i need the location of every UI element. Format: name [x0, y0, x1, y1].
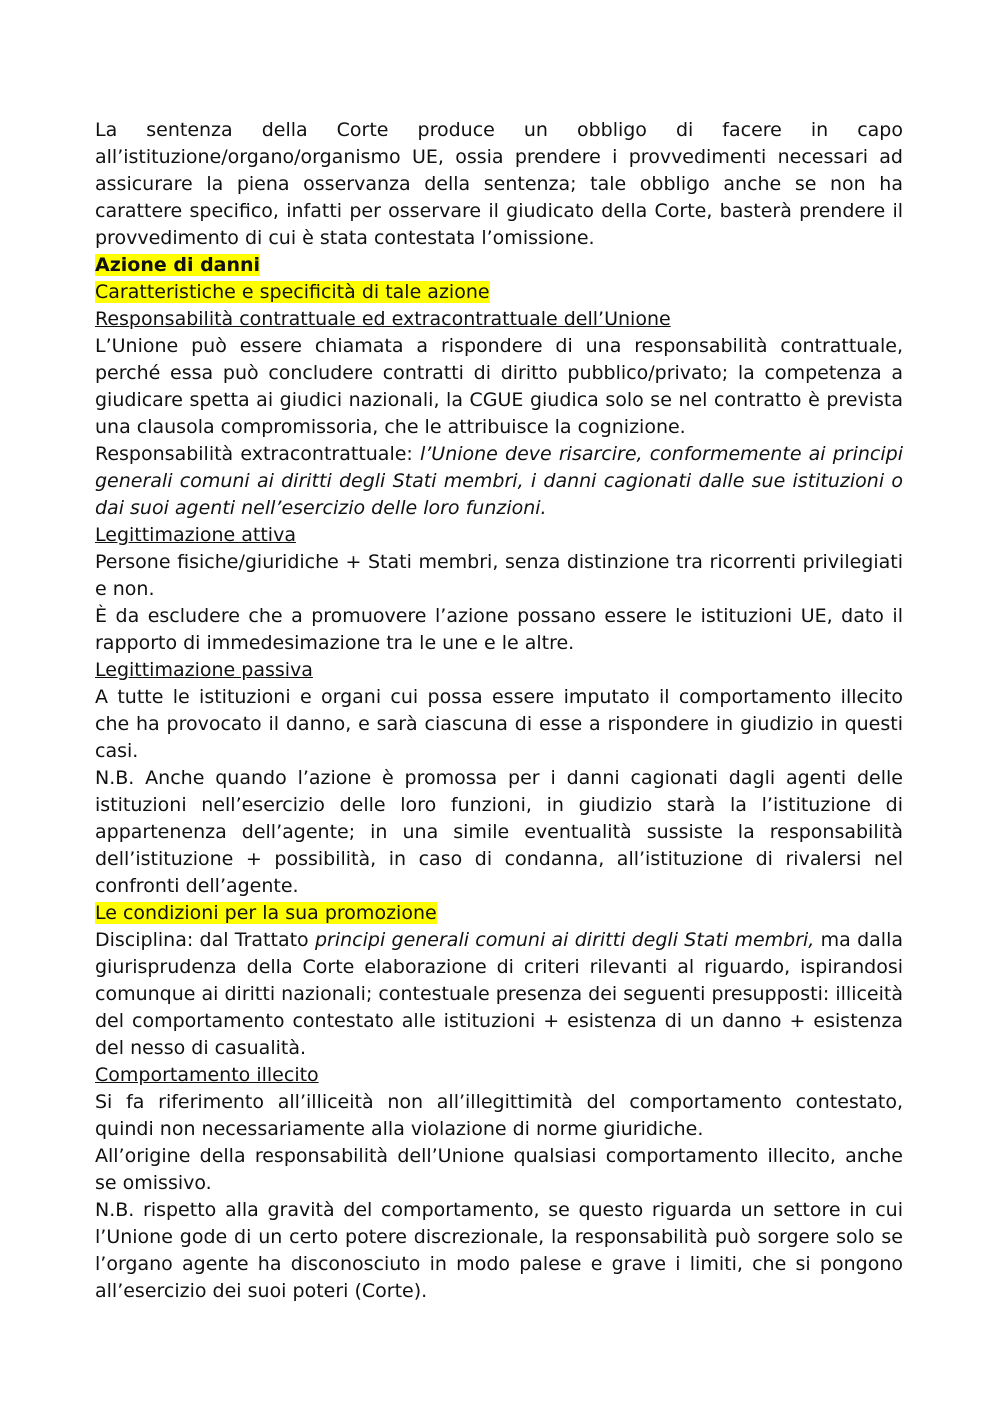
paragraph-obbligo-facere: La sentenza della Corte produce un obbligo di facere in capo all’istituzione/organo/organismo UE, ossia prendere i provvedimenti necessari ad assicurare la piena osservanza della sentenza; tale obbligo anche se non ha carattere specifico, infatti per osservare il giudicato della Corte, basterà prendere il provvedimento di cui è stata contestata l’omissione.	[95, 119, 903, 249]
document-page	[95, 117, 903, 1305]
paragraph-illiceita: Si fa riferimento all’illiceità non all’illegittimità del comportamento contestato, quindi non necessariamente alla violazione di norme giuridiche.	[95, 1091, 903, 1140]
extracontrattuale-lead: Responsabilità extracontrattuale:	[95, 443, 420, 465]
heading-condizioni	[95, 900, 903, 927]
paragraph-persone-fisiche: Persone fisiche/giuridiche + Stati membri, senza distinzione tra ricorrenti privilegiati e non.	[95, 551, 903, 600]
disciplina-rest: ma dalla giurisprudenza della Corte elaborazione di criteri rilevanti al riguardo, ispirandosi comunque ai diritti nazionali; contestuale presenza dei seguenti presupposti: illiceità del comportamento contestato alle istituzioni + esistenza di un danno + esistenza del nesso di casualità.	[95, 929, 903, 1059]
paragraph-disciplina	[95, 927, 903, 1062]
subheading-legittimazione-attiva	[95, 522, 903, 549]
subheading-legittimazione-passiva	[95, 657, 903, 684]
heading-condizioni-text: Le condizioni per la sua promozione	[95, 902, 437, 924]
heading-azione-di-danni-text: Azione di danni	[95, 254, 261, 276]
subheading-legittimazione-attiva-text: Legittimazione attiva	[95, 524, 296, 546]
subheading-responsabilita-text: Responsabilità contrattuale ed extracontrattuale dell’Unione	[95, 308, 671, 330]
subheading-legittimazione-passiva-text: Legittimazione passiva	[95, 659, 313, 681]
paragraph-nb-agenti: N.B. Anche quando l’azione è promossa per i danni cagionati dagli agenti delle istituzioni nell’esercizio delle loro funzioni, in giudizio starà la l’istituzione di appartenenza dell’agente; in una simile eventualità sussiste la responsabilità dell’istituzione + possibilità, in caso di condanna, all’istituzione di rivalersi nel confronti dell’agente.	[95, 767, 903, 897]
paragraph-responsabilita-extracontrattuale	[95, 441, 903, 522]
heading-caratteristiche-text: Caratteristiche e specificità di tale azione	[95, 281, 490, 303]
subheading-responsabilita	[95, 306, 903, 333]
subheading-comportamento-illecito-text: Comportamento illecito	[95, 1064, 319, 1086]
subheading-comportamento-illecito	[95, 1062, 903, 1089]
paragraph-origine-responsabilita: All’origine della responsabilità dell’Unione qualsiasi comportamento illecito, anche se omissivo.	[95, 1145, 903, 1194]
paragraph-esclusione-istituzioni: È da escludere che a promuovere l’azione possano essere le istituzioni UE, dato il rapporto di immedesimazione tra le une e le altre.	[95, 605, 903, 654]
extracontrattuale-quote: l’Unione deve risarcire, conformemente ai principi generali comuni ai diritti degli Stati membri, i danni cagionati dalle sue istituzioni o dai suoi agenti nell’esercizio delle loro funzioni.	[95, 443, 903, 519]
paragraph-istituzioni-organi: A tutte le istituzioni e organi cui possa essere imputato il comportamento illecito che ha provocato il danno, e sarà ciascuna di esse a rispondere in giudizio in questi casi.	[95, 686, 903, 762]
heading-caratteristiche	[95, 279, 903, 306]
paragraph-nb-gravita: N.B. rispetto alla gravità del comportamento, se questo riguarda un settore in cui l’Unione gode di un certo potere discrezionale, la responsabilità può sorgere solo se l’organo agente ha disconosciuto in modo palese e grave i limiti, che si pongono all’esercizio dei suoi poteri (Corte).	[95, 1199, 903, 1302]
paragraph-responsabilita-contrattuale: L’Unione può essere chiamata a rispondere di una responsabilità contrattuale, perché essa può concludere contratti di diritto pubblico/privato; la competenza a giudicare spetta ai giudici nazionali, la CGUE giudica solo se nel contratto è prevista una clausola compromissoria, che le attribuisce la cognizione.	[95, 335, 903, 438]
disciplina-quote: principi generali comuni ai diritti degli Stati membri,	[314, 929, 815, 951]
disciplina-lead: Disciplina: dal Trattato	[95, 929, 315, 951]
heading-azione-di-danni	[95, 252, 903, 279]
